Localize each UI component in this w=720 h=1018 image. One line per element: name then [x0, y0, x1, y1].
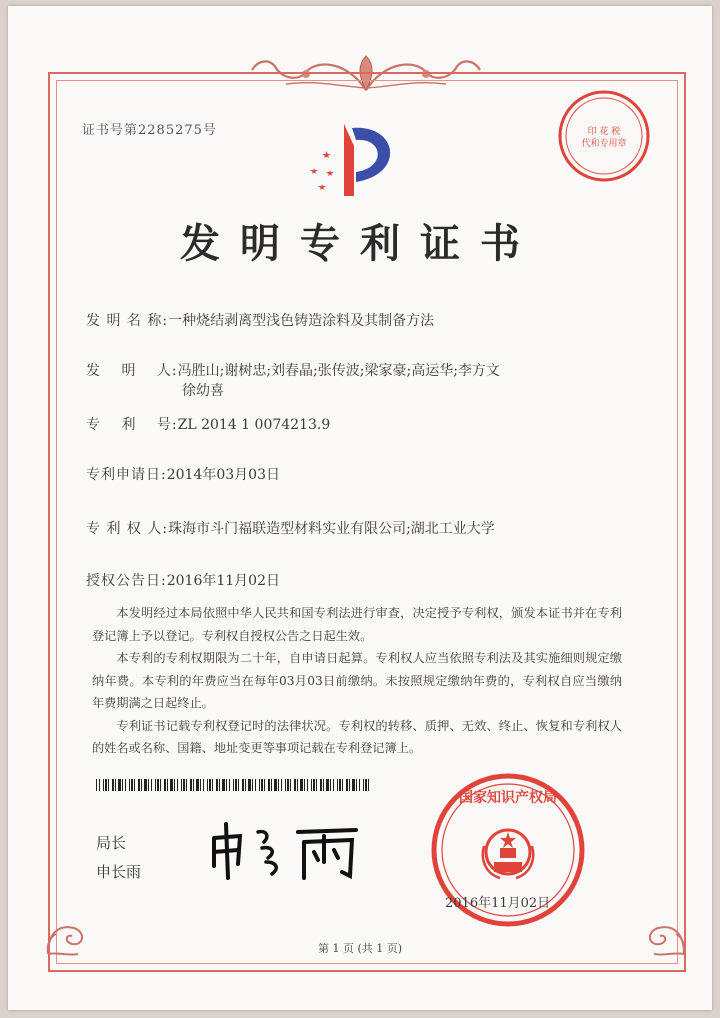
patentee-row	[86, 518, 495, 540]
patent-number-row	[86, 414, 330, 436]
application-date-value: 2014年03月03日	[166, 467, 280, 483]
application-date-label: 专利申请日:	[86, 467, 167, 483]
certificate-body	[92, 602, 622, 760]
inventor-row	[86, 360, 500, 382]
svg-text:国家知识产权局: 国家知识产权局	[459, 790, 557, 806]
svg-text:印 花 税: 印 花 税	[587, 127, 621, 137]
issue-date: 2016年11月02日	[445, 896, 551, 911]
page-info: 第 1 页 (共 1 页)	[317, 942, 403, 955]
inventor-value-line2: 徐幼喜	[182, 383, 224, 399]
director-signature	[206, 818, 366, 884]
inventor-row-2	[182, 380, 224, 402]
body-paragraph-1: 本发明经过本局依照中华人民共和国专利法进行审查，决定授予专利权，颁发本证书并在专利登记簿上予以登记。专利权自授权公告之日起生效。	[92, 606, 622, 643]
patentee-label: 专 利 权 人:	[86, 521, 169, 537]
grant-date-label: 授权公告日:	[86, 573, 167, 589]
invention-name-row	[86, 310, 434, 332]
certificate-title: 发明专利证书	[180, 220, 540, 267]
patent-number-value: ZL 2014 1 0074213.9	[177, 417, 331, 433]
grant-date-row	[86, 570, 280, 592]
patentee-value: 珠海市斗门福联造型材料实业有限公司;湖北工业大学	[168, 521, 495, 537]
cnipa-logo-icon	[298, 116, 418, 206]
director-name: 申长雨	[96, 863, 142, 881]
body-paragraph-2: 本专利的专利权期限为二十年，自申请日起算。专利权人应当依照专利法及其实施细则规定缴纳年费。本专利的年费应当在每年03月03日前缴纳。未按照规定缴纳年费的，专利权自应当缴纳年费期满之日起终止。	[92, 651, 622, 710]
director-title: 局长	[96, 834, 127, 852]
special-seal-small	[554, 86, 654, 186]
inventor-value-line1: 冯胜山;谢树忠;刘春晶;张传波;梁家豪;高运华;李方文	[177, 363, 500, 379]
grant-date-value: 2016年11月02日	[166, 573, 280, 589]
inventor-label: 发 明 人:	[86, 363, 178, 379]
certificate-sheet	[8, 6, 712, 1010]
invention-name-label: 发 明 名 称:	[86, 313, 169, 329]
certificate-number: 证书号第2285275号	[82, 123, 217, 138]
patent-number-label: 专 利 号:	[86, 417, 178, 433]
body-paragraph-3: 专利证书记载专利权登记时的法律状况。专利权的转移、质押、无效、终止、恢复和专利权人的姓名或名称、国籍、地址变更等事项记载在专利登记簿上。	[92, 718, 622, 755]
invention-name-value: 一种烧结剥离型浅色铸造涂料及其制备方法	[168, 313, 435, 329]
application-date-row	[86, 464, 280, 486]
svg-text:代和专用章: 代和专用章	[581, 139, 627, 149]
barcode	[96, 779, 374, 791]
